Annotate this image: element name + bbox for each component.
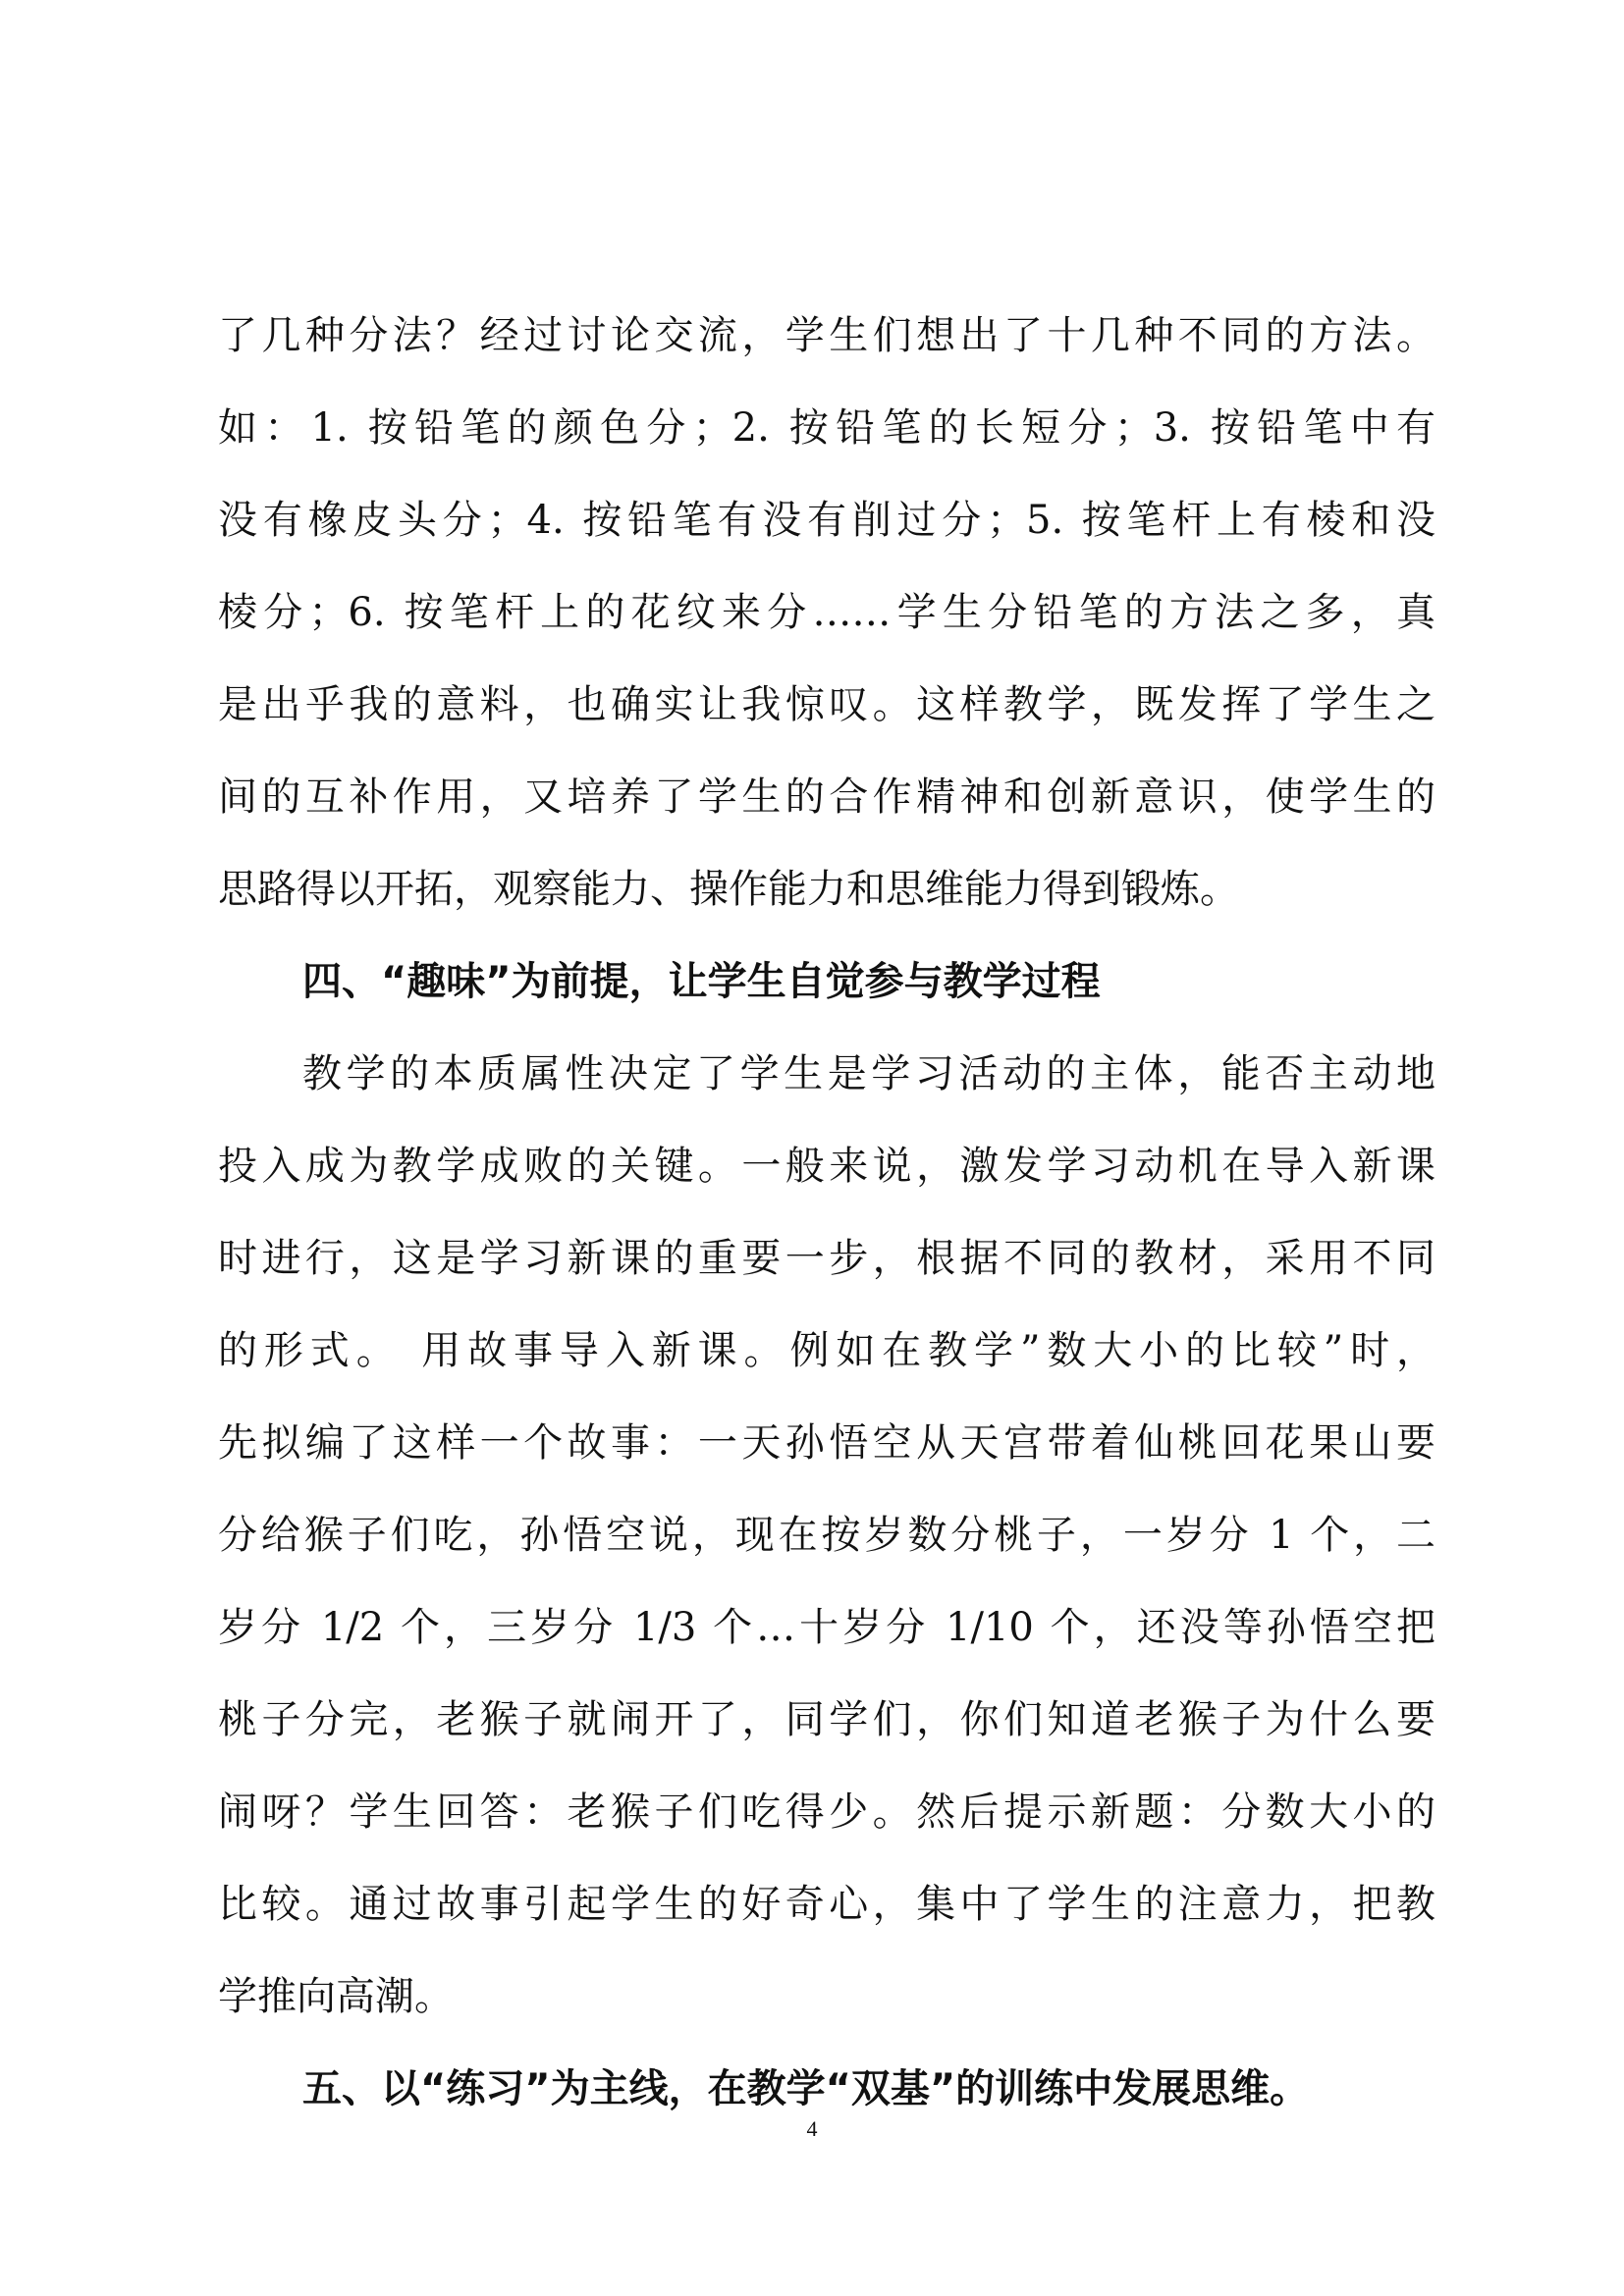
text-line: 分给猴子们吃，孙悟空说，现在按岁数分桃子，一岁分 1 个，二 [218,1513,1435,1558]
text-line: 桃子分完，老猴子就闹开了，同学们，你们知道老猴子为什么要 [218,1697,1435,1742]
text-line: 了几种分法？经过讨论交流，学生们想出了十几种不同的方法。 [218,313,1435,358]
text-line: 棱分；6. 按笔杆上的花纹来分……学生分铅笔的方法之多，真 [218,590,1435,635]
text-line: 教学的本质属性决定了学生是学习活动的主体，能否主动地 [302,1051,1435,1096]
text-line: 比较。通过故事引起学生的好奇心，集中了学生的注意力，把教 [218,1882,1435,1927]
section-heading-4: 四、“趣味”为前提，让学生自觉参与教学过程 [302,959,1101,1004]
text-line: 间的互补作用，又培养了学生的合作精神和创新意识，使学生的 [218,774,1435,820]
text-line: 如：1. 按铅笔的颜色分；2. 按铅笔的长短分；3. 按铅笔中有 [218,405,1435,451]
text-line: 先拟编了这样一个故事：一天孙悟空从天宫带着仙桃回花果山要 [218,1420,1435,1466]
section-heading-5: 五、以“练习”为主线，在教学“双基”的训练中发展思维。 [302,2066,1310,2111]
text-line: 时进行，这是学习新课的重要一步，根据不同的教材，采用不同 [218,1236,1435,1281]
text-line: 的形式。 用故事导入新课。例如在教学”数大小的比较”时， [218,1328,1435,1373]
text-line: 投入成为教学成败的关键。一般来说，激发学习动机在导入新课 [218,1144,1435,1189]
text-line: 学推向高潮。 [218,1974,454,2019]
text-line: 没有橡皮头分；4. 按铅笔有没有削过分；5. 按笔杆上有棱和没 [218,498,1435,543]
text-line: 是出乎我的意料，也确实让我惊叹。这样教学，既发挥了学生之 [218,682,1435,727]
page-number: 4 [806,2116,818,2141]
text-line: 闹呀？学生回答：老猴子们吃得少。然后提示新题：分数大小的 [218,1789,1435,1835]
text-line: 岁分 1/2 个，三岁分 1/3 个…十岁分 1/10 个，还没等孙悟空把 [218,1605,1435,1650]
text-line: 思路得以开拓，观察能力、操作能力和思维能力得到锻炼。 [218,867,1239,912]
